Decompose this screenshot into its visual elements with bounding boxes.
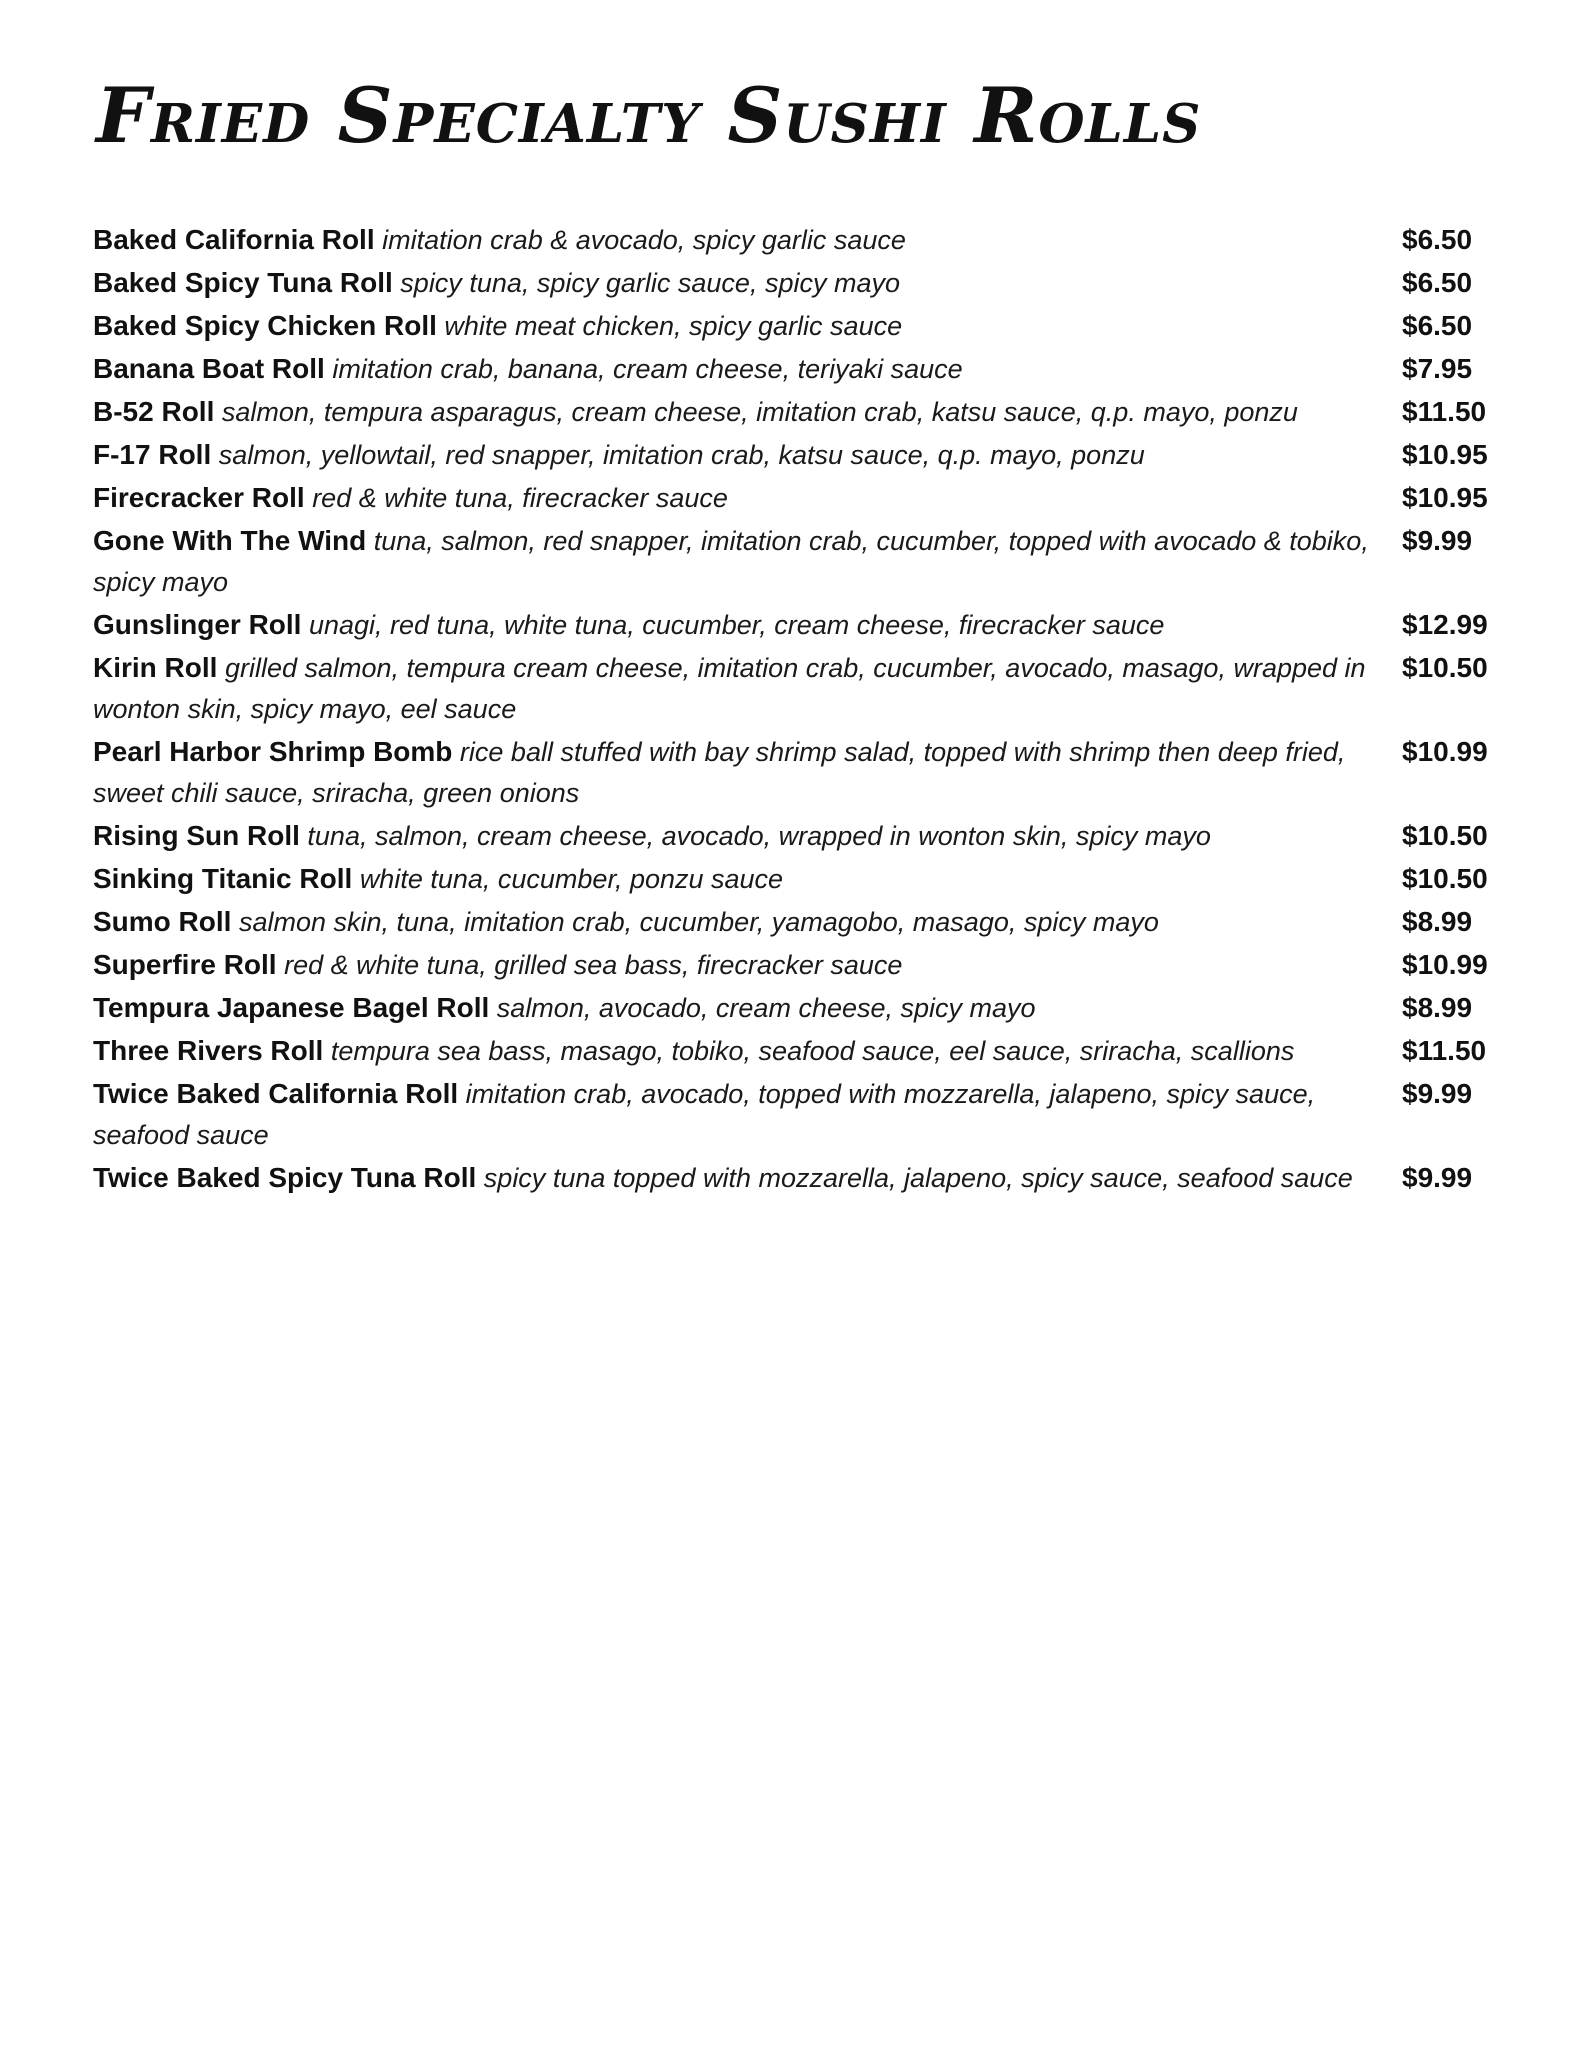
menu-item-text xyxy=(93,477,1383,519)
menu-item-text xyxy=(93,987,1383,1029)
menu-item-text xyxy=(93,901,1383,943)
menu-item-name: Sumo Roll xyxy=(93,906,232,937)
menu-item xyxy=(93,434,1523,476)
menu-item-text xyxy=(93,858,1383,900)
menu-item-name: Baked Spicy Tuna Roll xyxy=(93,267,393,298)
menu-item-price: $10.99 xyxy=(1402,736,1488,767)
menu-item xyxy=(93,731,1523,814)
menu-item-text xyxy=(93,520,1383,603)
menu-item-description: red & white tuna, firecracker sauce xyxy=(312,483,728,513)
menu-item-description: salmon, yellowtail, red snapper, imitation crab, katsu sauce, q.p. mayo, ponzu xyxy=(218,440,1145,470)
menu-item-price: $10.95 xyxy=(1402,439,1488,470)
menu-item xyxy=(93,815,1523,857)
menu-item-description: imitation crab, avocado, topped with mozzarella, jalapeno, spicy sauce, seafood sauce xyxy=(93,1079,1316,1150)
menu-item-name: Pearl Harbor Shrimp Bomb xyxy=(93,736,453,767)
menu-item-description: tuna, salmon, red snapper, imitation crab, cucumber, topped with avocado & tobiko, spicy mayo xyxy=(93,526,1369,597)
menu-item-text xyxy=(93,1030,1383,1072)
menu-item-price: $8.99 xyxy=(1402,992,1473,1023)
menu-item-name: Firecracker Roll xyxy=(93,482,305,513)
menu-item-price: $6.50 xyxy=(1402,224,1473,255)
menu-item-description: rice ball stuffed with bay shrimp salad, topped with shrimp then deep fried, sweet chili sauce, sriracha, green onions xyxy=(93,737,1346,808)
menu-item-price: $11.50 xyxy=(1402,1035,1487,1066)
menu-item-name: Gone With The Wind xyxy=(93,525,367,556)
menu-item-name: Baked California Roll xyxy=(93,224,375,255)
menu-item xyxy=(93,647,1523,730)
menu-item-text xyxy=(93,731,1383,814)
menu-item-text xyxy=(93,305,1383,347)
menu-item-name: Gunslinger Roll xyxy=(93,609,302,640)
menu-item xyxy=(93,604,1523,646)
menu-item xyxy=(93,987,1523,1029)
menu-item-price: $9.99 xyxy=(1402,1162,1473,1193)
menu-item-name: Banana Boat Roll xyxy=(93,353,325,384)
menu-item-price: $11.50 xyxy=(1402,396,1487,427)
menu-item-description: red & white tuna, grilled sea bass, firecracker sauce xyxy=(284,950,903,980)
menu-item-name: Twice Baked Spicy Tuna Roll xyxy=(93,1162,477,1193)
menu-item xyxy=(93,262,1523,304)
menu-item-price: $10.95 xyxy=(1402,482,1488,513)
menu-item-name: Three Rivers Roll xyxy=(93,1035,324,1066)
menu-item-name: Twice Baked California Roll xyxy=(93,1078,459,1109)
menu-item-description: imitation crab, banana, cream cheese, teriyaki sauce xyxy=(332,354,963,384)
menu-item-description: spicy tuna, spicy garlic sauce, spicy mayo xyxy=(400,268,900,298)
menu-item xyxy=(93,1157,1523,1199)
menu-item-price: $8.99 xyxy=(1402,906,1473,937)
menu-item-text xyxy=(93,1073,1383,1156)
menu-item-text xyxy=(93,348,1383,390)
menu-item-name: F-17 Roll xyxy=(93,439,212,470)
menu-item-text xyxy=(93,944,1383,986)
menu-item-description: grilled salmon, tempura cream cheese, imitation crab, cucumber, avocado, masago, wrapped in wonton skin, spicy mayo, eel sauce xyxy=(93,653,1366,724)
menu-item-price: $6.50 xyxy=(1402,310,1473,341)
menu-item-text xyxy=(93,219,1383,261)
menu-item xyxy=(93,520,1523,603)
menu-item-price: $10.99 xyxy=(1402,949,1488,980)
menu-item-description: salmon, tempura asparagus, cream cheese, imitation crab, katsu sauce, q.p. mayo, ponzu xyxy=(221,397,1298,427)
menu-item-text xyxy=(93,262,1383,304)
menu-item-name: Baked Spicy Chicken Roll xyxy=(93,310,437,341)
menu-item-text xyxy=(93,604,1383,646)
menu-item-price: $9.99 xyxy=(1402,525,1473,556)
menu-item-name: Tempura Japanese Bagel Roll xyxy=(93,992,490,1023)
menu-item-text xyxy=(93,815,1383,857)
menu-item-name: Kirin Roll xyxy=(93,652,218,683)
menu-item-description: salmon, avocado, cream cheese, spicy mayo xyxy=(496,993,1036,1023)
menu-item-price: $10.50 xyxy=(1402,863,1488,894)
menu-item-description: imitation crab & avocado, spicy garlic sauce xyxy=(382,225,906,255)
menu-item xyxy=(93,1030,1523,1072)
page-title: Fried Specialty Sushi Rolls xyxy=(96,71,1202,160)
menu-item-price: $12.99 xyxy=(1402,609,1488,640)
menu-item xyxy=(93,1073,1523,1156)
menu-item-name: Sinking Titanic Roll xyxy=(93,863,353,894)
menu-item-text xyxy=(93,647,1383,730)
menu-item xyxy=(93,901,1523,943)
menu-item-text xyxy=(93,434,1383,476)
menu-item-description: spicy tuna topped with mozzarella, jalapeno, spicy sauce, seafood sauce xyxy=(483,1163,1353,1193)
menu-item-description: salmon skin, tuna, imitation crab, cucumber, yamagobo, masago, spicy mayo xyxy=(238,907,1159,937)
menu-item xyxy=(93,944,1523,986)
menu-item xyxy=(93,391,1523,433)
menu-item xyxy=(93,477,1523,519)
menu-item-name: Superfire Roll xyxy=(93,949,277,980)
menu-item-name: B-52 Roll xyxy=(93,396,215,427)
menu-item xyxy=(93,305,1523,347)
menu-item xyxy=(93,858,1523,900)
menu-item-price: $10.50 xyxy=(1402,652,1488,683)
menu-item-price: $7.95 xyxy=(1402,353,1473,384)
menu-item-price: $10.50 xyxy=(1402,820,1488,851)
menu-item-description: white meat chicken, spicy garlic sauce xyxy=(444,311,903,341)
menu-item xyxy=(93,348,1523,390)
menu-item-description: unagi, red tuna, white tuna, cucumber, cream cheese, firecracker sauce xyxy=(308,610,1165,640)
menu-item-text xyxy=(93,1157,1383,1199)
menu-item-list xyxy=(93,219,1523,1200)
menu-item-description: tempura sea bass, masago, tobiko, seafood sauce, eel sauce, sriracha, scallions xyxy=(330,1036,1295,1066)
menu-item-description: white tuna, cucumber, ponzu sauce xyxy=(359,864,784,894)
menu-item-description: tuna, salmon, cream cheese, avocado, wrapped in wonton skin, spicy mayo xyxy=(307,821,1211,851)
menu-item-name: Rising Sun Roll xyxy=(93,820,300,851)
menu-item-price: $9.99 xyxy=(1402,1078,1473,1109)
menu-item-price: $6.50 xyxy=(1402,267,1473,298)
menu-item xyxy=(93,219,1523,261)
menu-item-text xyxy=(93,391,1383,433)
